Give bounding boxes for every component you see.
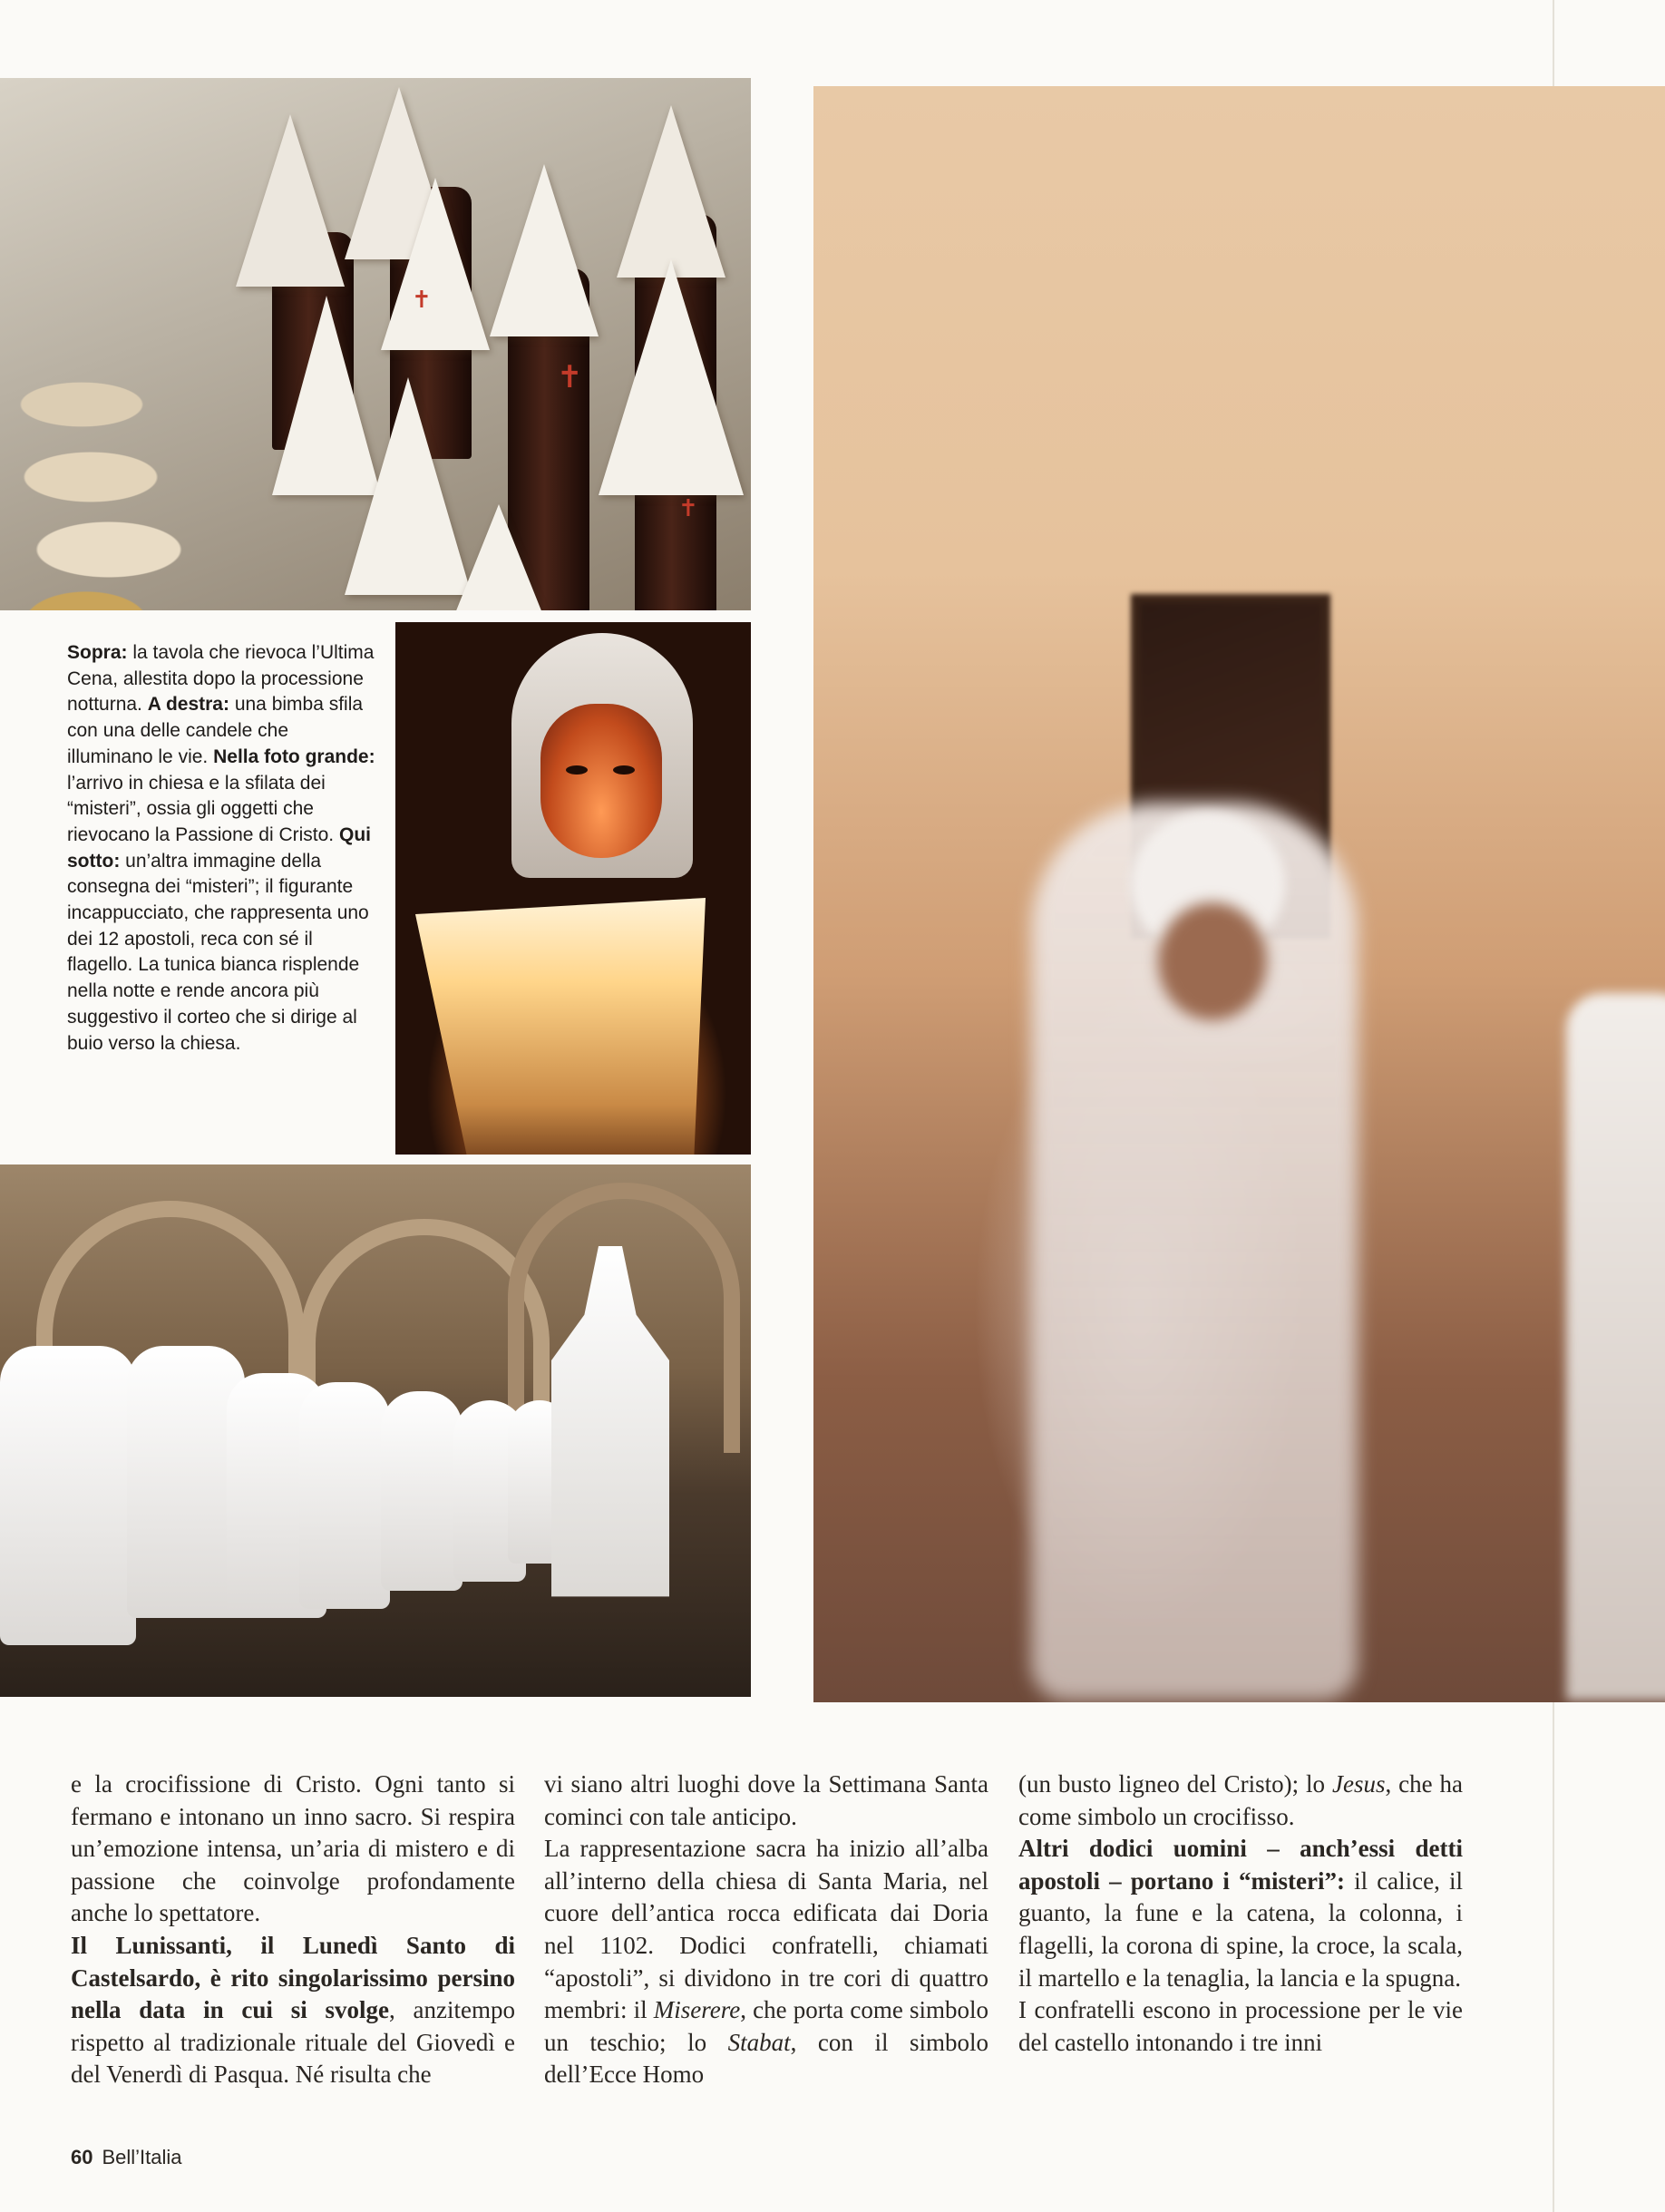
article-column-2	[544, 1769, 988, 2091]
italic-term: Jesus	[1331, 1770, 1386, 1798]
bold-lead: Il Lunissanti, il Lunedì Santo di Castelsardo, è rito singolarissimo persino nella data in cui si svolge	[71, 1931, 515, 2024]
page-number: 60	[71, 2146, 93, 2168]
photo-last-supper-table	[0, 78, 751, 610]
red-cross-icon: ✝	[678, 495, 698, 522]
caption-label: Nella foto grande:	[213, 745, 375, 767]
red-cross-icon: ✝	[412, 287, 432, 314]
page-footer	[71, 2146, 182, 2169]
paragraph-text: il calice, il guanto, la fune e la catena, la colonna, i flagelli, la corona di spine, la croce, la scala, il martello e la tenaglia, la lancia e la spugna.	[1018, 1866, 1463, 1992]
paragraph-text: , anzitempo rispetto al tradizionale rituale del Giovedì e del Venerdì di Pasqua. Né risulta che	[71, 1996, 515, 2089]
caption-text: la tavola che rievoca l’Ultima Cena, allestita dopo la processione notturna.	[67, 642, 375, 716]
photo-girl-with-lantern	[395, 622, 751, 1155]
red-cross-icon: ✝	[557, 359, 583, 395]
paragraph	[1018, 1833, 1463, 1994]
paragraph	[71, 1930, 515, 2091]
paragraph-text: , con il simbolo dell’Ecce Homo	[544, 2028, 988, 2089]
paragraph-text: , che ha come simbolo un crocifisso.	[1018, 1770, 1464, 1830]
paragraph: I confratelli escono in processione per le vie del castello intonando i tre inni	[1018, 1996, 1463, 2056]
photo-church-interior	[0, 1164, 751, 1697]
paragraph-text: (un busto ligneo del Cristo); lo	[1018, 1770, 1332, 1798]
paragraph	[544, 1833, 988, 2091]
photo-procession-blurred	[813, 86, 1665, 1702]
italic-term: Stabat	[727, 2028, 791, 2056]
article-column-1	[71, 1769, 515, 2091]
paragraph-text: La rappresentazione sacra ha inizio all’alba all’interno della chiesa di Santa Maria, nel cuore dell’antica rocca edificata dai Doria nel 1102. Dodici confratelli, chiamati “apostoli”, si dividono in tre cori di quattro membri: il	[544, 1835, 988, 2024]
caption-label: Sopra:	[67, 642, 128, 663]
paragraph: vi siano altri luoghi dove la Settimana Santa cominci con tale anticipo.	[544, 1770, 988, 1830]
caption-label: A destra:	[147, 694, 229, 716]
paragraph-text: , che porta come simbolo un teschio; lo	[544, 1996, 988, 2056]
magazine-name: Bell’Italia	[102, 2146, 182, 2168]
italic-term: Miserere	[653, 1996, 741, 2024]
photo-caption	[67, 640, 375, 1057]
caption-text: l’arrivo in chiesa e la sfilata dei “misteri”, ossia gli oggetti che rievocano la Passione di Cristo.	[67, 772, 339, 845]
lantern	[415, 887, 706, 1155]
caption-text: una bimba sfila con una delle candele che illuminano le vie.	[67, 694, 364, 767]
caption-text: un’altra immagine della consegna dei “misteri”; il figurante incappucciato, che rappresenta uno dei 12 apostoli, reca con sé il flagello. La tunica bianca risplende nella notte e rende ancora più suggestivo il corteo che si dirige al buio verso la chiesa.	[67, 850, 369, 1054]
paragraph: e la crocifissione di Cristo. Ogni tanto si fermano e intonano un inno sacro. Si respira un’emozione intensa, un’aria di mistero e di passione che coinvolge profondamente anche lo spettatore.	[71, 1770, 515, 1927]
bold-lead: Altri dodici uomini – anch’essi detti apostoli – portano i “misteri”:	[1018, 1835, 1463, 1895]
article-column-3	[1018, 1769, 1463, 2059]
paragraph	[1018, 1769, 1463, 1833]
caption-label: Qui sotto:	[67, 823, 371, 872]
